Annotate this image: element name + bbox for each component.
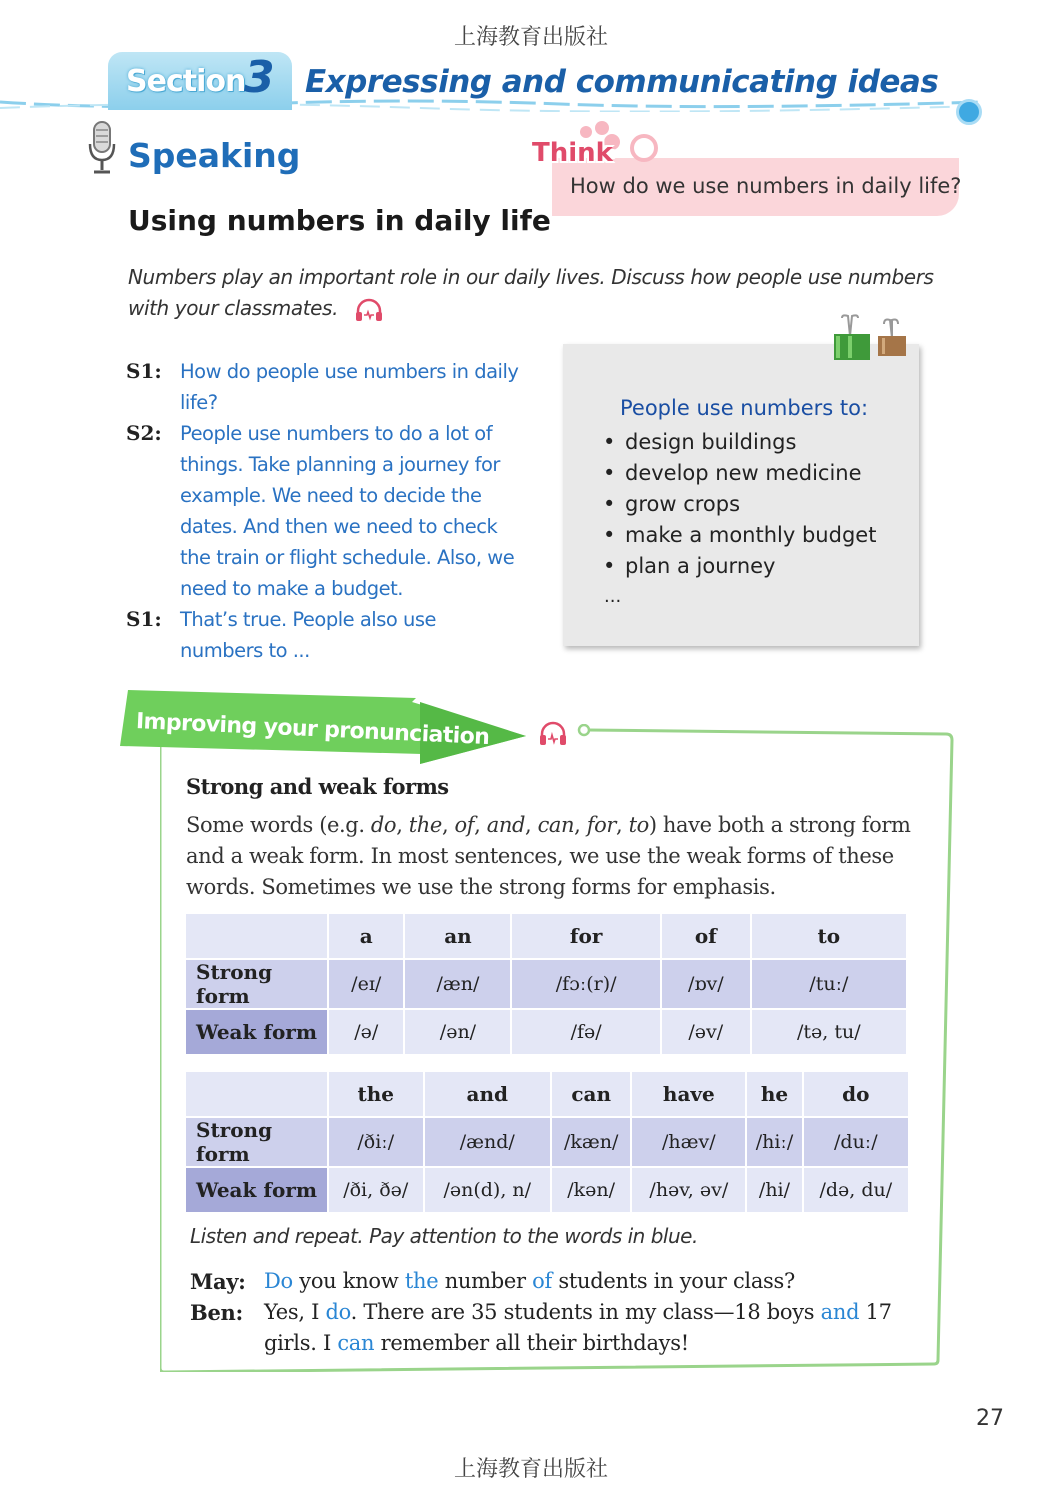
separator: ,	[474, 813, 487, 837]
conversation-text	[264, 1297, 904, 1359]
strong-weak-heading: Strong and weak forms	[186, 774, 449, 799]
table-cell: /duː/	[803, 1117, 909, 1167]
lesson-subtitle: Using numbers in daily life	[128, 204, 551, 237]
strong-weak-table-2	[184, 1070, 910, 1214]
list-item: • make a monthly budget	[603, 520, 876, 551]
table-cell: /hiː/	[746, 1117, 802, 1167]
example-word: and	[486, 813, 525, 837]
table-header-row	[185, 913, 907, 959]
table-header-cell: an	[404, 913, 511, 959]
dialogue-text: People use numbers to do a lot of things. Take planning a journey for example. We need to decide the dates. And then we need to check the train or flight schedule. Also, we need to make a budget.	[180, 422, 515, 600]
table-cell: /hi/	[746, 1167, 802, 1213]
example-word: can	[537, 813, 575, 837]
row-label-strong: Strong form	[185, 959, 328, 1009]
dialogue-line	[126, 356, 526, 418]
conversation-text	[264, 1266, 904, 1297]
example-word: the	[408, 813, 442, 837]
table-cell: /æn/	[404, 959, 511, 1009]
conversation-line	[190, 1266, 910, 1297]
section-title: Expressing and communicating ideas	[305, 64, 939, 100]
dialogue-speaker: S1:	[126, 359, 162, 383]
highlight-word: of	[532, 1269, 552, 1293]
table-cell: /hæv/	[631, 1117, 746, 1167]
plain-text: you know	[292, 1269, 405, 1293]
plain-text: 17 girls. I	[264, 1300, 892, 1355]
practice-conversation	[190, 1266, 910, 1359]
table-header-row	[185, 1071, 909, 1117]
highlight-word: can	[337, 1331, 375, 1355]
highlight-word: do	[325, 1300, 351, 1324]
separator: ,	[441, 813, 455, 837]
plain-text: Yes, I	[264, 1300, 326, 1324]
row-label-weak: Weak form	[185, 1009, 328, 1055]
table-cell: /kən/	[551, 1167, 631, 1213]
table-header-cell: have	[631, 1071, 746, 1117]
example-word: of	[454, 813, 475, 837]
headphones-icon[interactable]	[538, 720, 568, 746]
table-header-cell: and	[424, 1071, 552, 1117]
publisher-footer: 上海教育出版社	[453, 1457, 608, 1482]
intro-paragraph: Numbers play an important role in our daily lives. Discuss how people use numbers with your classmates.	[128, 265, 934, 320]
table-cell: /ðiː/	[328, 1117, 424, 1167]
speaking-title: Speaking	[128, 136, 301, 175]
dialogue-line	[126, 418, 526, 604]
section-label: Section	[126, 64, 246, 99]
note-ellipsis: ...	[604, 586, 622, 607]
headphones-icon[interactable]	[354, 298, 384, 322]
table-corner	[185, 913, 328, 959]
list-item: • plan a journey	[603, 551, 876, 582]
table-header-cell: of	[661, 913, 751, 959]
highlight-word: Do	[264, 1269, 293, 1293]
header-dot-icon	[956, 99, 982, 125]
row-label-strong: Strong form	[185, 1117, 328, 1167]
separator: ,	[616, 813, 629, 837]
example-word: for	[586, 813, 616, 837]
think-label: Think	[532, 138, 613, 168]
separator: ,	[396, 813, 409, 837]
example-word: do	[370, 813, 397, 837]
dialogue-speaker: S1:	[126, 607, 162, 631]
body-text: ) have both a strong form and a weak form. In most sentences, we use the weak forms of these words. Sometimes we use the strong forms for emphasis.	[186, 813, 911, 899]
page-number: 27	[976, 1406, 1004, 1431]
plain-text: number	[438, 1269, 533, 1293]
table-row	[185, 1117, 909, 1167]
table-header-cell: for	[511, 913, 661, 959]
strong-weak-explanation	[186, 810, 936, 903]
highlight-word: and	[820, 1300, 860, 1324]
list-item: • grow crops	[603, 489, 876, 520]
table-header-cell: can	[551, 1071, 631, 1117]
table-cell: /ɒv/	[661, 959, 751, 1009]
table-cell: /eɪ/	[328, 959, 404, 1009]
dialogue-text: How do people use numbers in daily life?	[180, 360, 519, 414]
plain-text: students in your class?	[551, 1269, 795, 1293]
table-cell: /ði, ðə/	[328, 1167, 424, 1213]
table-cell: /əv/	[661, 1009, 751, 1055]
plain-text: remember all their birthdays!	[374, 1331, 689, 1355]
binder-clips-icon	[832, 314, 912, 364]
table-cell: /tə, tu/	[751, 1009, 907, 1055]
separator: ,	[525, 813, 538, 837]
highlight-word: the	[404, 1269, 439, 1293]
table-header-cell: to	[751, 913, 907, 959]
dialogue	[126, 356, 526, 666]
table-header-cell: a	[328, 913, 404, 959]
table-cell: /ə/	[328, 1009, 404, 1055]
table-cell: /həv, əv/	[631, 1167, 746, 1213]
table-cell: /tuː/	[751, 959, 907, 1009]
list-item: • develop new medicine	[603, 458, 876, 489]
publisher-header: 上海教育出版社	[453, 25, 608, 50]
plain-text: . There are 35 students in my class—18 boys	[350, 1300, 821, 1324]
table-cell: /ænd/	[424, 1117, 552, 1167]
dialogue-speaker: S2:	[126, 421, 162, 445]
dialogue-text: That’s true. People also use numbers to ...	[180, 608, 436, 662]
row-label-weak: Weak form	[185, 1167, 328, 1213]
microphone-icon	[88, 120, 116, 176]
table-row	[185, 1167, 909, 1213]
conversation-speaker: Ben:	[190, 1300, 243, 1325]
section-number: 3	[244, 52, 275, 103]
table-cell: /fə/	[511, 1009, 661, 1055]
separator: ,	[574, 813, 587, 837]
note-list	[603, 427, 876, 582]
table-cell: /fɔː(r)/	[511, 959, 661, 1009]
table-corner	[185, 1071, 328, 1117]
table-header-cell: the	[328, 1071, 424, 1117]
table-row	[185, 959, 907, 1009]
table-cell: /kæn/	[551, 1117, 631, 1167]
example-word: to	[628, 813, 649, 837]
conversation-line	[190, 1297, 910, 1359]
table-header-cell: he	[746, 1071, 802, 1117]
listen-instruction: Listen and repeat. Pay attention to the words in blue.	[190, 1224, 698, 1248]
table-row	[185, 1009, 907, 1055]
note-title: People use numbers to:	[620, 396, 869, 420]
think-question: How do we use numbers in daily life?	[570, 174, 962, 198]
table-cell: /ən(d), n/	[424, 1167, 552, 1213]
dialogue-line	[126, 604, 526, 666]
conversation-speaker: May:	[190, 1269, 246, 1294]
strong-weak-table-1	[184, 912, 908, 1056]
table-header-cell: do	[803, 1071, 909, 1117]
table-cell: /ən/	[404, 1009, 511, 1055]
list-item: • design buildings	[603, 427, 876, 458]
table-cell: /də, du/	[803, 1167, 909, 1213]
body-text: Some words (e.g.	[186, 813, 371, 837]
pronunciation-banner-title: Improving your pronunciation	[135, 709, 490, 751]
